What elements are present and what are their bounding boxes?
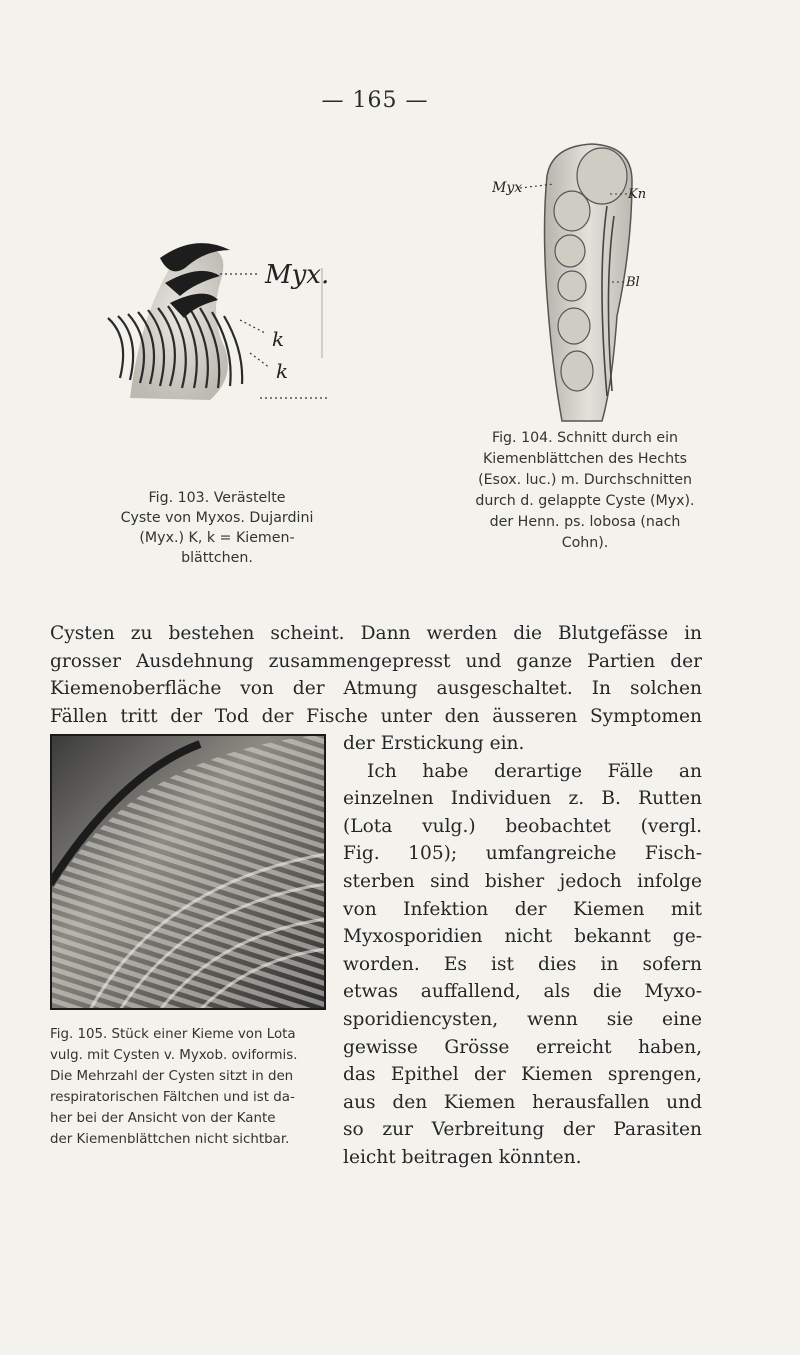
text-line: gewisse Grösse erreicht haben,	[343, 1036, 702, 1058]
text-line: so zur Verbreitung der Parasiten	[343, 1119, 702, 1141]
text-line: etwas auffallend, als die Myxo-	[343, 981, 702, 1003]
text-line: einzelnen Individuen z. B. Rutten	[343, 788, 702, 810]
caption-line: der Henn. ps. lobosa (nach	[489, 514, 681, 530]
body-paragraph-full	[50, 620, 702, 730]
fig103-label-myx: Myx.	[265, 260, 330, 290]
caption-line: respiratorischen Fältchen und ist da-	[50, 1090, 295, 1105]
caption-line: Fig. 103. Verästelte	[148, 490, 286, 506]
text-line: sporidiencysten, wenn sie eine	[343, 1008, 702, 1030]
figure-104-image	[492, 136, 652, 426]
text-line: worden. Es ist dies in sofern	[343, 953, 702, 975]
text-line: Kiemenoberfläche von der Atmung ausgeschaltet. In solchen	[50, 678, 702, 700]
fig104-label-bl: Bl	[626, 275, 640, 290]
caption-line: der Kiemenblättchen nicht sichtbar.	[50, 1132, 290, 1147]
text-line: von Infektion der Kiemen mit	[343, 898, 702, 920]
text-line: Myxosporidien nicht bekannt ge-	[343, 926, 702, 948]
caption-line: Cyste von Myxos. Dujardini	[120, 510, 314, 526]
text-line: (Lota vulg.) beobachtet (vergl.	[343, 815, 702, 837]
text-line: leicht beitragen könnten.	[343, 1146, 582, 1168]
figure-105-caption	[50, 1024, 326, 1150]
body-paragraph-column	[343, 730, 702, 1172]
page-number: — 165 —	[321, 88, 429, 113]
text-line: Ich habe derartige Fälle an	[367, 760, 702, 782]
caption-line: durch d. gelappte Cyste (Myx).	[475, 493, 695, 509]
caption-line: vulg. mit Cysten v. Myxob. oviformis.	[50, 1048, 298, 1063]
text-line: aus den Kiemen herausfallen und	[343, 1091, 702, 1113]
text-line: der Erstickung ein.	[343, 733, 525, 754]
fig103-label-k2: k	[276, 359, 289, 383]
text-line: grosser Ausdehnung zusammengepresst und ganze Partien der	[50, 650, 702, 672]
caption-line: Fig. 104. Schnitt durch ein	[491, 430, 679, 446]
caption-line: (Esox. luc.) m. Durchschnitten	[478, 472, 692, 488]
fig104-label-kn: Kn	[628, 187, 647, 202]
caption-line: Cohn).	[561, 535, 609, 551]
caption-line: her bei der Ansicht von der Kante	[50, 1111, 276, 1126]
fig103-label-k1: k	[272, 327, 285, 351]
fig104-label-myx: Myx	[492, 180, 523, 196]
figure-103-caption	[92, 488, 342, 568]
text-line: Cysten zu bestehen scheint. Dann werden die Blutgefässe in	[50, 623, 702, 644]
text-line: das Epithel der Kiemen sprengen,	[343, 1064, 702, 1086]
figure-104-caption	[470, 428, 700, 554]
figure-103-image	[100, 228, 340, 408]
caption-line: Die Mehrzahl der Cysten sitzt in den	[50, 1069, 294, 1084]
figure-105-image	[50, 734, 326, 1010]
text-line: Fällen tritt der Tod der Fische unter den äusseren Symptomen	[50, 705, 702, 727]
text-line: Fig. 105); umfangreiche Fisch-	[343, 843, 702, 865]
caption-line: Fig. 105. Stück einer Kieme von Lota	[50, 1027, 296, 1042]
caption-line: Kiemenblättchen des Hechts	[482, 451, 688, 467]
text-line: sterben sind bisher jedoch infolge	[343, 870, 702, 892]
caption-line: (Myx.) K, k = Kiemen-	[139, 530, 295, 546]
caption-line: blättchen.	[181, 550, 253, 566]
